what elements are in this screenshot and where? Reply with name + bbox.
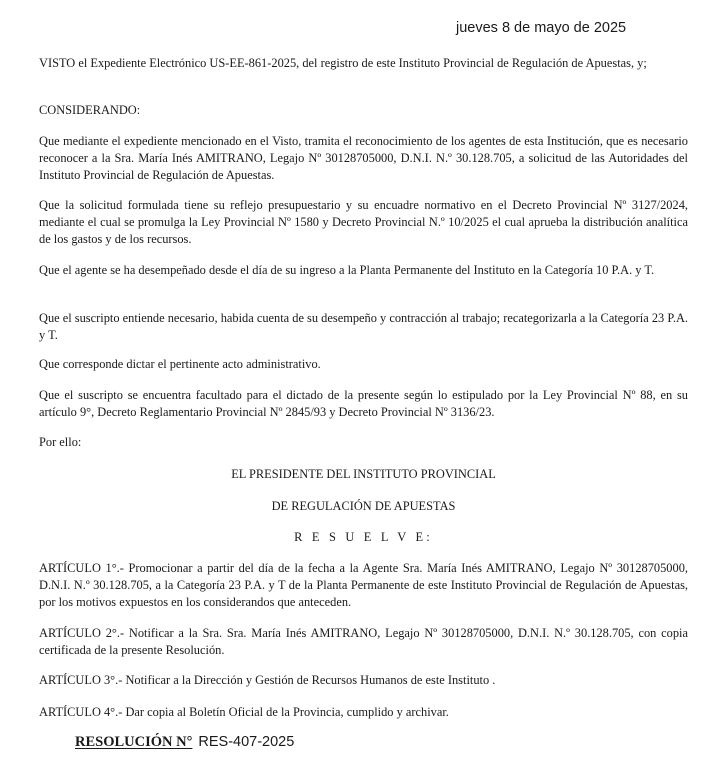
resolucion-number: RES-407-2025 (198, 734, 295, 750)
article-2: ARTÍCULO 2°.- Notificar a la Sra. Sra. María Inés AMITRANO, Legajo Nº 30128705000, D.N.I. N.º 30.128.705, con copia certificada de la presente Resolución. (39, 626, 688, 657)
considerando-paragraph-2: Que la solicitud formulada tiene su reflejo presupuestario y su encuadre normativo en el Decreto Provincial Nº 3127/2024, mediante el cual se promulga la Ley Provincial Nº 1580 y Decreto Provincial N.º 10/2025 el cual aprueba la distribución analítica de los gastos y de los recursos. (39, 198, 688, 246)
resolucion-number-line (75, 733, 294, 751)
article-3: ARTÍCULO 3°.- Notificar a la Dirección y Gestión de Recursos Humanos de este Instituto . (39, 673, 496, 687)
resuelve-heading: R E S U E L V E: (294, 530, 433, 544)
article-1: ARTÍCULO 1°.- Promocionar a partir del día de la fecha a la Agente Sra. María Inés AMITRANO, Legajo Nº 30128705000, D.N.I. N.º 30.128.705, a la Categoría 23 P.A. y T de la Planta Permanente de este Instituto Provincial de Regulación de Apuestas, por los motivos expuestos en los considerandos que anteceden. (39, 561, 688, 609)
authority-line-2: DE REGULACIÓN DE APUESTAS (271, 499, 456, 513)
por-ello-text: Por ello: (39, 435, 82, 449)
document-date: jueves 8 de mayo de 2025 (456, 20, 627, 36)
considerando-heading: CONSIDERANDO: (39, 103, 141, 117)
visto-paragraph: VISTO el Expediente Electrónico US-EE-861-2025, del registro de este Instituto Provincial de Regulación de Apuestas, y; (39, 56, 647, 70)
considerando-paragraph-3: Que el agente se ha desempeñado desde el día de su ingreso a la Planta Permanente del Instituto en la Categoría 10 P.A. y T. (39, 263, 655, 277)
considerando-paragraph-4: Que el suscripto entiende necesario, habida cuenta de su desempeño y contracción al trabajo; recategorizarla a la Categoría 23 P.A. y T. (39, 311, 688, 342)
considerando-paragraph-6: Que el suscripto se encuentra facultado para el dictado de la presente según lo estipulado por la Ley Provincial Nº 88, en su artículo 9°, Decreto Reglamentario Provincial Nº 2845/93 y Decreto Provincial Nº 3136/23. (39, 388, 688, 419)
considerando-paragraph-5: Que corresponde dictar el pertinente acto administrativo. (39, 357, 321, 371)
resolucion-label: RESOLUCIÓN N° (75, 734, 193, 750)
article-4: ARTÍCULO 4°.- Dar copia al Boletín Oficial de la Provincia, cumplido y archivar. (39, 705, 449, 719)
authority-line-1: EL PRESIDENTE DEL INSTITUTO PROVINCIAL (231, 467, 496, 481)
considerando-paragraph-1: Que mediante el expediente mencionado en el Visto, tramita el reconocimiento de los agentes de esta Institución, que es necesario reconocer a la Sra. María Inés AMITRANO, Legajo Nº 30128705000, D.N.I. N.º 30.128.705, a solicitud de las Autoridades del Instituto Provincial de Regulación de Apuestas. (39, 134, 688, 182)
